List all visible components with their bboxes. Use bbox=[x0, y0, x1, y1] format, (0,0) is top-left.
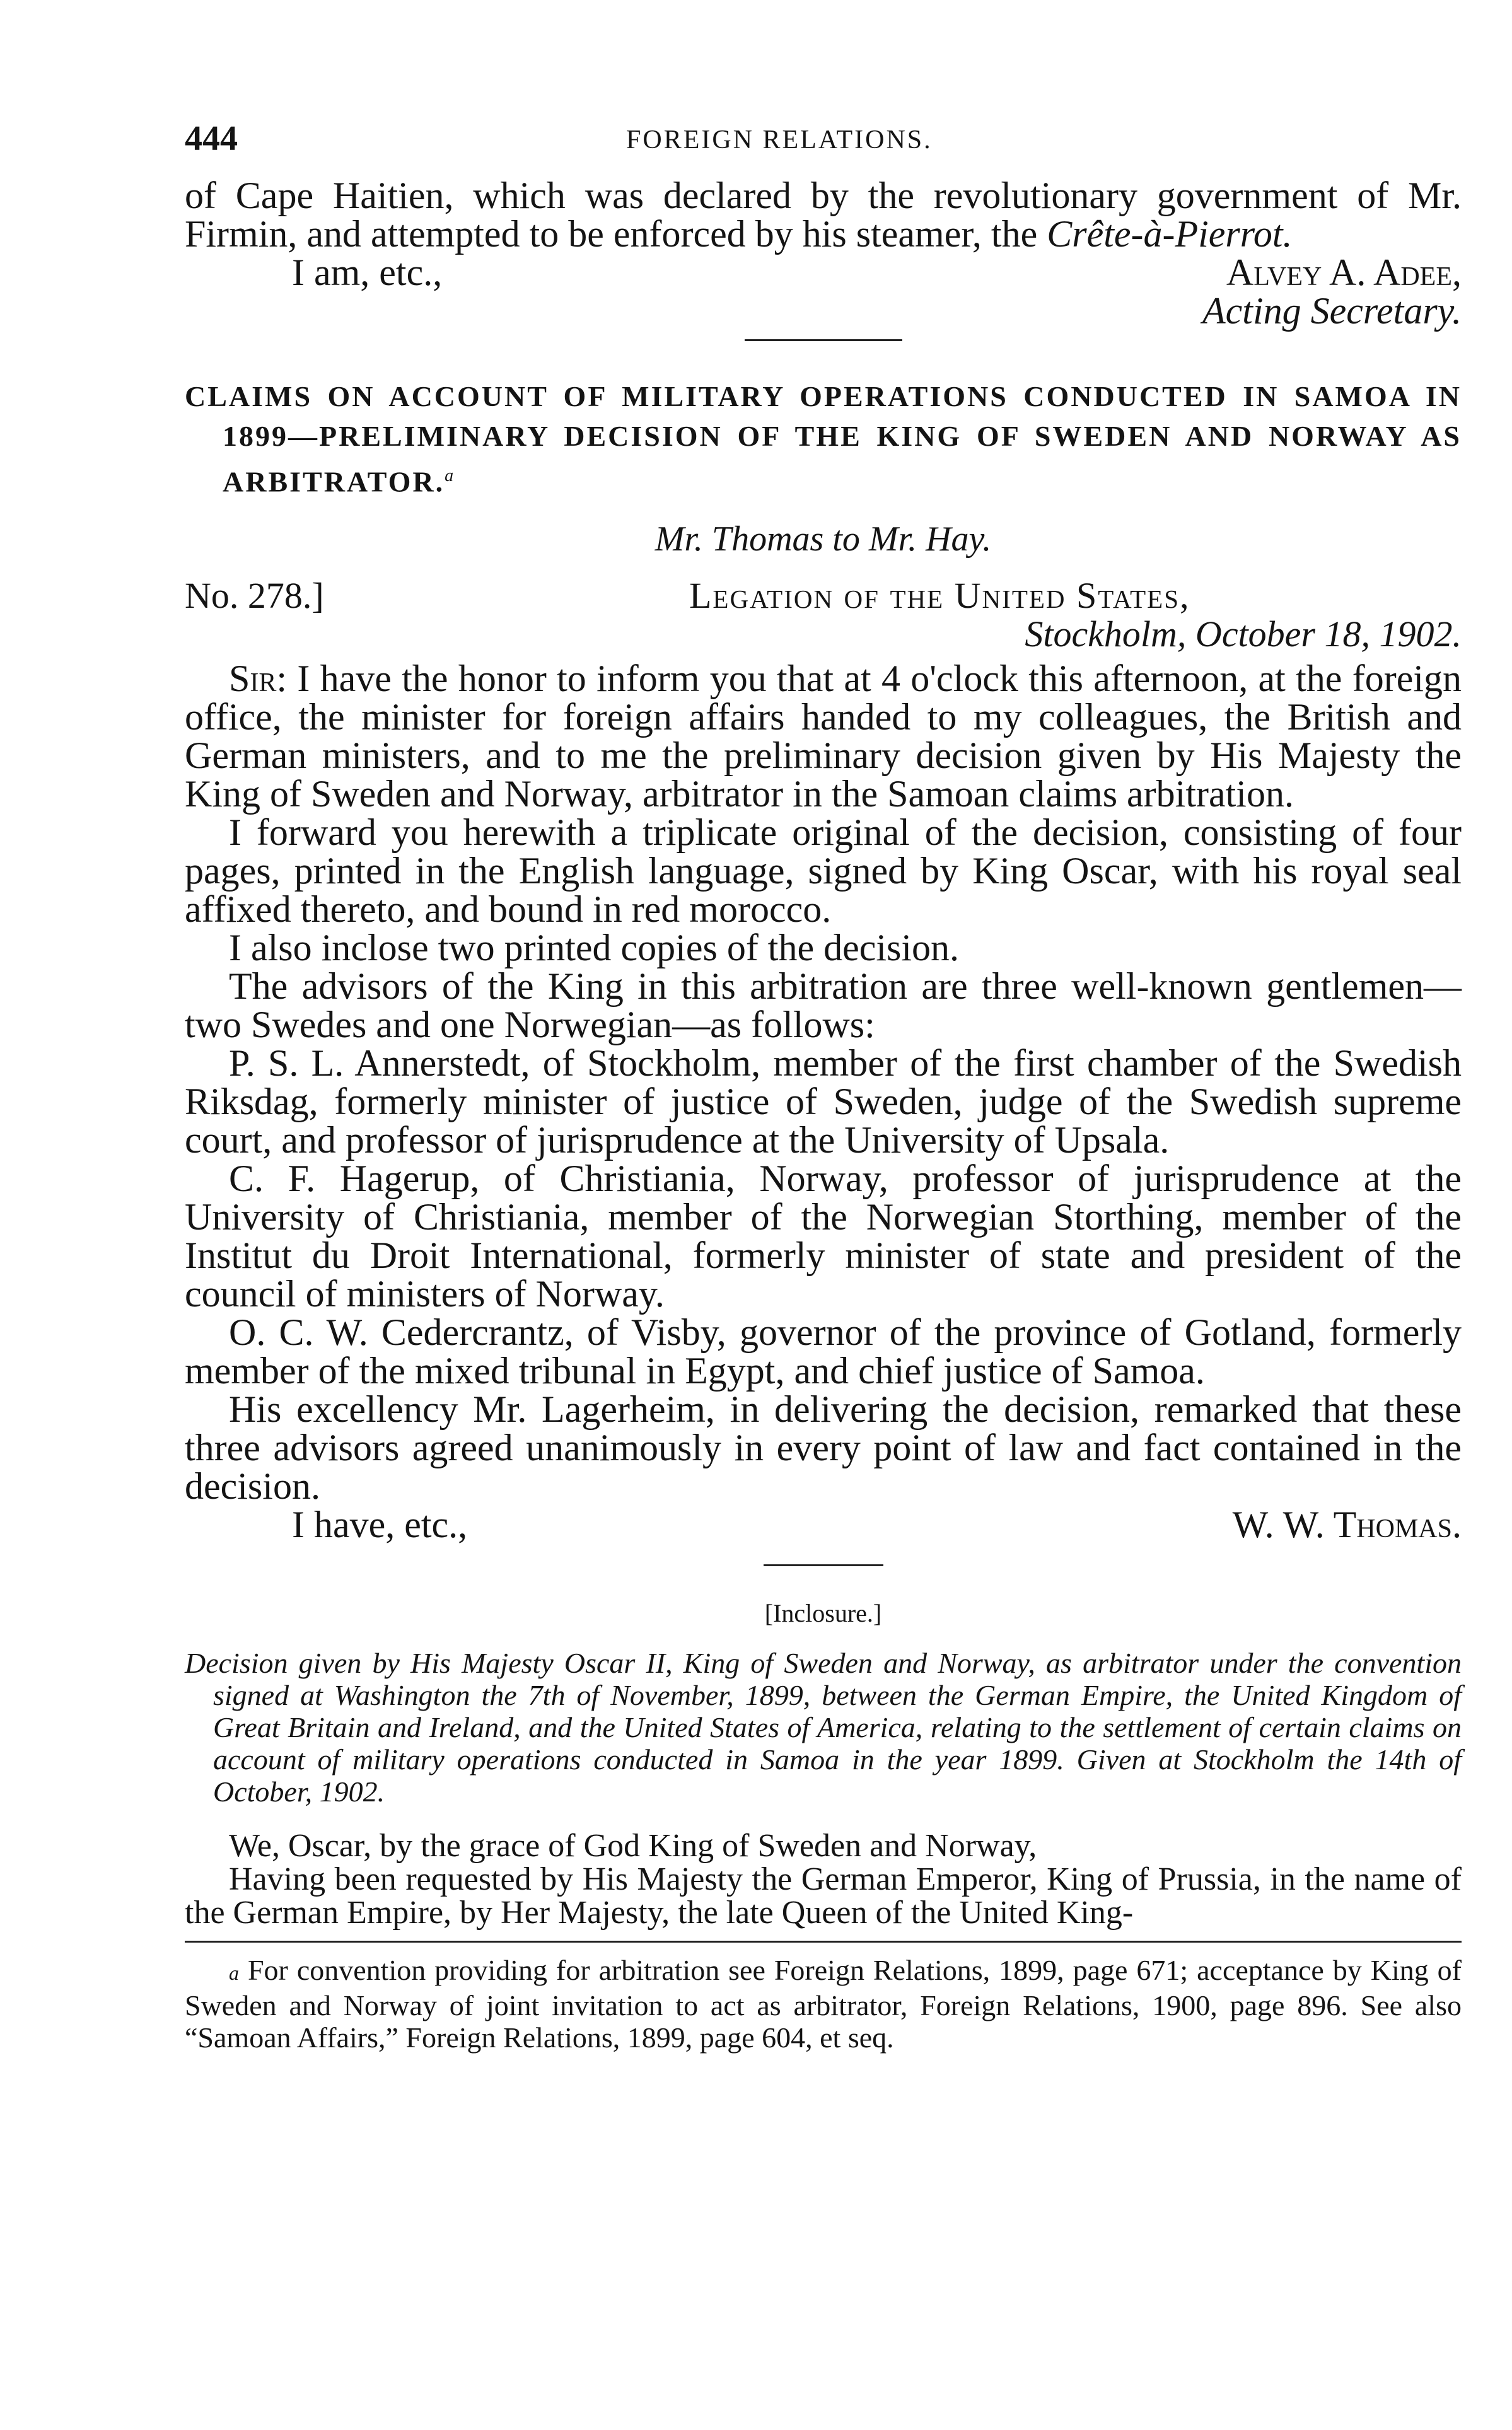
letter-paragraph: I forward you herewith a triplicate original of the decision, consisting of four pages, printed in the English language, signed by King Oscar, with his royal seal affixed thereto, and bound in red morocco. bbox=[185, 811, 1462, 931]
letter-dateline bbox=[185, 576, 1462, 653]
correspondents-line: Mr. Thomas to Mr. Hay. bbox=[654, 520, 992, 559]
letter-paragraph: C. F. Hagerup, of Christiania, Norway, professor of jurisprudence at the University of Christiania, member of the Norwegian Storthing, member of the Institut du Droit International, formerly minister of state and president of the council of ministers of Norway. bbox=[185, 1158, 1462, 1315]
continuation-paragraph bbox=[185, 177, 1462, 253]
heading-footnote-mark: a bbox=[445, 466, 456, 485]
decision-paragraph: We, Oscar, by the grace of God King of Sweden and Norway, bbox=[229, 1828, 1037, 1864]
inclosure-label: [Inclosure.] bbox=[764, 1599, 882, 1628]
running-head bbox=[185, 107, 1462, 177]
signature-adee: Alvey A. Adee, bbox=[1226, 252, 1462, 293]
closing-block-adee bbox=[185, 253, 1462, 330]
letter-paragraph: P. S. L. Annerstedt, of Stockholm, member of the first chamber of the Swedish Riksdag, formerly minister of justice of Sweden, judge of the Swedish supreme court, and professor of jurisprudence at the University of Upsala. bbox=[185, 1042, 1462, 1161]
signer-title-adee: Acting Secretary. bbox=[1202, 290, 1462, 332]
section-heading-text: CLAIMS ON ACCOUNT OF MILITARY OPERATIONS CONDUCTED IN SAMOA IN 1899—PRELIMINARY DECISION OF THE KING OF SWEDEN AND NORWAY AS ARBITRATOR. bbox=[185, 380, 1462, 498]
signature-thomas: W. W. Thomas. bbox=[1232, 1504, 1462, 1546]
letter-paragraph: The advisors of the King in this arbitration are three well-known gentlemen—two Swedes and one Norwegian—as follows: bbox=[185, 965, 1462, 1046]
letter-paragraph-text: I have the honor to inform you that at 4 o'clock this afternoon, at the foreign office, the minister for foreign affairs handed to my colleagues, the British and German ministers, and to me the preliminary decision given by His Majesty the King of Sweden and Norway, arbitrator in the Samoan claims arbitration. bbox=[185, 658, 1462, 815]
decision-caption: Decision given by His Majesty Oscar II, King of Sweden and Norway, as arbitrator under the convention signed at Washington the 7th of November, 1899, between the German Empire, the United Kingdom of Great Britain and Ireland, and the United States of America, relating to the settlement of certain claims on account of military operations conducted in Samoa in the year 1899. Given at Stockholm the 14th of October, 1902. bbox=[185, 1647, 1462, 1808]
letter-closing: I have, etc., bbox=[292, 1504, 468, 1546]
closing-salutation: I am, etc., bbox=[292, 252, 443, 293]
ship-name: Crête-à-Pierrot. bbox=[1047, 213, 1293, 255]
footnote-text: For convention providing for arbitration see Foreign Relations, 1899, page 671; acceptance by King of Sweden and Norway of joint invitation to act as arbitrator, Foreign Relations, 1900, page 896. See also “Samoan Affairs,” Foreign Relations, 1899, page 604, et seq. bbox=[185, 1954, 1462, 2054]
letter-paragraph: I also inclose two printed copies of the decision. bbox=[229, 927, 960, 969]
letter-paragraph: His excellency Mr. Lagerheim, in delivering the decision, remarked that these three advisors agreed unanimously in every point of law and fact contained in the decision. bbox=[185, 1388, 1462, 1508]
letter-salutation: Sir: bbox=[229, 658, 288, 700]
footnote-divider bbox=[185, 1941, 1462, 1943]
closing-block-thomas bbox=[185, 1506, 1462, 1544]
running-title: FOREIGN RELATIONS. bbox=[626, 125, 933, 154]
footnote bbox=[185, 1954, 1462, 2054]
page-number: 444 bbox=[185, 119, 238, 158]
footnote-mark: a bbox=[229, 1962, 239, 1985]
letter-place-date: Stockholm, October 18, 1902. bbox=[1025, 613, 1462, 655]
section-divider bbox=[745, 339, 902, 341]
legation-name: Legation of the United States, bbox=[689, 575, 1190, 617]
letter-number: No. 278.] bbox=[185, 575, 324, 617]
decision-paragraph: Having been requested by His Majesty the German Emperor, King of Prussia, in the name of the German Empire, by Her Majesty, the late Queen of the United King- bbox=[185, 1861, 1462, 1931]
letter-paragraph bbox=[185, 660, 1462, 813]
section-heading bbox=[185, 376, 1462, 501]
letter-paragraph: O. C. W. Cedercrantz, of Visby, governor of the province of Gotland, formerly member of the mixed tribunal in Egypt, and chief justice of Samoa. bbox=[185, 1311, 1462, 1392]
inclosure-divider bbox=[764, 1564, 883, 1566]
continuation-text: of Cape Haitien, which was declared by the revolutionary government of Mr. Firmin, and attempted to be enforced by his steamer, the bbox=[185, 175, 1462, 255]
document-page bbox=[185, 107, 1462, 2054]
